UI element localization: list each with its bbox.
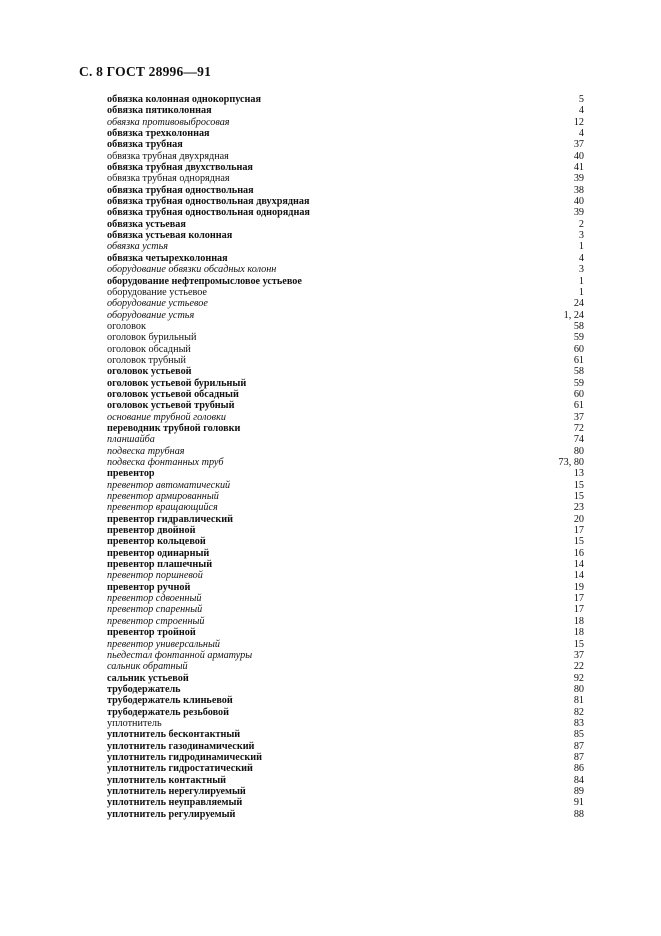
- index-term: уплотнитель неуправляемый: [107, 797, 243, 809]
- index-entry: [107, 763, 584, 774]
- index-term: превентор двойной: [107, 525, 196, 537]
- index-entry: [107, 582, 584, 593]
- index-entry: [107, 491, 584, 502]
- index-entry: [107, 230, 584, 241]
- index-page-number: 88: [573, 808, 584, 820]
- index-term: обвязка трубная одноствольная: [107, 184, 254, 196]
- index-entry: [107, 117, 584, 128]
- index-page-number: 1, 24: [563, 309, 584, 321]
- index-term: превентор строенный: [107, 615, 205, 627]
- index-page-number: 74: [573, 434, 584, 446]
- index-page-number: 87: [573, 751, 584, 763]
- index-page-number: 17: [573, 525, 584, 537]
- index-term: обвязка пятиколонная: [107, 105, 212, 117]
- index-entry: [107, 185, 584, 196]
- index-page-number: 5: [578, 94, 584, 105]
- index-term: оголовок трубный: [107, 354, 186, 366]
- index-entry: [107, 378, 584, 389]
- term-index-list: [107, 94, 584, 820]
- index-term: превентор тройной: [107, 627, 196, 639]
- index-term: превентор кольцевой: [107, 536, 206, 548]
- index-term: обвязка трубная двухрядная: [107, 150, 229, 162]
- index-page-number: 85: [573, 729, 584, 741]
- index-page-number: 81: [573, 695, 584, 707]
- index-entry: [107, 310, 584, 321]
- index-term: оборудование устьевое: [107, 298, 208, 310]
- index-term: превентор сдвоенный: [107, 593, 202, 605]
- index-term: сальник обратный: [107, 661, 188, 673]
- index-page-number: 1: [578, 275, 584, 287]
- index-entry: [107, 196, 584, 207]
- index-page-number: 15: [573, 536, 584, 548]
- index-entry: [107, 173, 584, 184]
- index-page-number: 73, 80: [558, 457, 584, 468]
- index-entry: [107, 502, 584, 513]
- index-term: планшайба: [107, 434, 155, 446]
- index-entry: [107, 707, 584, 718]
- index-page-number: 15: [573, 491, 584, 503]
- index-page-number: 84: [573, 774, 584, 786]
- index-entry: [107, 253, 584, 264]
- index-term: обвязка трубная одноствольная двухрядная: [107, 196, 310, 208]
- index-entry: [107, 276, 584, 287]
- index-term: трубодержатель резьбовой: [107, 706, 229, 718]
- index-page-number: 40: [573, 196, 584, 208]
- index-entry: [107, 627, 584, 638]
- index-entry: [107, 809, 584, 820]
- index-term: уплотнитель гидродинамический: [107, 751, 262, 763]
- index-page-number: 23: [573, 502, 584, 514]
- index-entry: [107, 366, 584, 377]
- index-entry: [107, 775, 584, 786]
- index-entry: [107, 139, 584, 150]
- index-term: подвеска фонтанных труб: [107, 457, 224, 468]
- index-entry: [107, 344, 584, 355]
- index-page-number: 18: [573, 627, 584, 639]
- index-page-number: 60: [573, 343, 584, 355]
- index-page-number: 59: [573, 377, 584, 389]
- index-page-number: 72: [573, 422, 584, 434]
- index-term: уплотнитель: [107, 717, 162, 729]
- index-term: уплотнитель нерегулируемый: [107, 785, 246, 797]
- index-page-number: 37: [573, 411, 584, 423]
- index-page-number: 4: [578, 128, 584, 140]
- index-page-number: 14: [573, 570, 584, 582]
- index-entry: [107, 162, 584, 173]
- index-entry: [107, 298, 584, 309]
- index-entry: [107, 650, 584, 661]
- index-page-number: 3: [578, 264, 584, 276]
- index-term: оголовок обсадный: [107, 343, 191, 355]
- index-entry: [107, 287, 584, 298]
- index-term: оголовок устьевой обсадный: [107, 388, 239, 400]
- index-page-number: 19: [573, 581, 584, 593]
- index-term: обвязка трехколонная: [107, 128, 210, 140]
- index-term: обвязка трубная однорядная: [107, 173, 230, 185]
- index-term: обвязка трубная одноствольная однорядная: [107, 207, 310, 219]
- index-term: превентор вращающийся: [107, 502, 218, 514]
- index-term: обвязка трубная двухствольная: [107, 162, 253, 174]
- index-term: пьедестал фонтанной арматуры: [107, 649, 253, 661]
- index-entry: [107, 355, 584, 366]
- index-entry: [107, 105, 584, 116]
- index-entry: [107, 434, 584, 445]
- index-term: обвязка четырехколонная: [107, 252, 228, 264]
- index-term: превентор одинарный: [107, 547, 210, 559]
- index-page-number: 4: [578, 105, 584, 117]
- index-page-number: 17: [573, 604, 584, 616]
- index-entry: [107, 548, 584, 559]
- index-entry: [107, 570, 584, 581]
- index-page-number: 24: [573, 298, 584, 310]
- index-page-number: 17: [573, 593, 584, 605]
- index-entry: [107, 525, 584, 536]
- index-entry: [107, 536, 584, 547]
- index-page-number: 1: [578, 241, 584, 253]
- index-entry: [107, 457, 584, 468]
- index-term: превентор ручной: [107, 581, 191, 593]
- index-page-number: 18: [573, 615, 584, 627]
- index-entry: [107, 151, 584, 162]
- index-term: сальник устьевой: [107, 672, 189, 684]
- index-page-number: 12: [573, 116, 584, 128]
- index-page-number: 91: [573, 797, 584, 809]
- index-term: оголовок устьевой трубный: [107, 400, 235, 412]
- index-term: оголовок: [107, 320, 146, 332]
- index-entry: [107, 128, 584, 139]
- index-page-number: 3: [578, 230, 584, 242]
- index-entry: [107, 412, 584, 423]
- index-term: обвязка колонная однокорпусная: [107, 94, 261, 105]
- index-page-number: 58: [573, 366, 584, 378]
- index-term: уплотнитель гидростатический: [107, 763, 253, 775]
- index-entry: [107, 207, 584, 218]
- index-term: оголовок устьевой: [107, 366, 192, 378]
- index-entry: [107, 332, 584, 343]
- index-entry: [107, 480, 584, 491]
- index-entry: [107, 400, 584, 411]
- index-term: оборудование нефтепромысловое устьевое: [107, 275, 302, 287]
- index-entry: [107, 468, 584, 479]
- index-page-number: 92: [573, 672, 584, 684]
- index-page-number: 58: [573, 320, 584, 332]
- index-entry: [107, 752, 584, 763]
- index-page-number: 40: [573, 150, 584, 162]
- index-term: оголовок бурильный: [107, 332, 197, 344]
- index-term: превентор поршневой: [107, 570, 203, 582]
- index-entry: [107, 639, 584, 650]
- index-entry: [107, 559, 584, 570]
- index-page-number: 61: [573, 354, 584, 366]
- index-page-number: 1: [578, 286, 584, 298]
- index-page-number: 22: [573, 661, 584, 673]
- index-entry: [107, 786, 584, 797]
- index-term: обвязка устьевая: [107, 218, 186, 230]
- page-header: С. 8 ГОСТ 28996—91: [79, 64, 212, 79]
- index-term: уплотнитель бесконтактный: [107, 729, 241, 741]
- index-entry: [107, 661, 584, 672]
- index-page-number: 61: [573, 400, 584, 412]
- index-page-number: 80: [573, 683, 584, 695]
- index-term: трубодержатель: [107, 683, 181, 695]
- index-entry: [107, 446, 584, 457]
- index-term: уплотнитель контактный: [107, 774, 227, 786]
- index-term: трубодержатель клиньевой: [107, 695, 233, 707]
- index-term: превентор универсальный: [107, 638, 220, 650]
- index-entry: [107, 94, 584, 105]
- index-term: превентор плашечный: [107, 559, 213, 571]
- index-entry: [107, 741, 584, 752]
- index-page-number: 39: [573, 173, 584, 185]
- index-term: оборудование устьевое: [107, 286, 207, 298]
- index-page-number: 41: [573, 162, 584, 174]
- index-entry: [107, 797, 584, 808]
- index-entry: [107, 241, 584, 252]
- index-page-number: 89: [573, 785, 584, 797]
- index-entry: [107, 684, 584, 695]
- index-entry: [107, 389, 584, 400]
- index-term: превентор автоматический: [107, 479, 231, 491]
- index-entry: [107, 593, 584, 604]
- index-term: оголовок устьевой бурильный: [107, 377, 247, 389]
- index-page-number: 16: [573, 547, 584, 559]
- index-term: обвязка устья: [107, 241, 169, 253]
- index-term: превентор спаренный: [107, 604, 203, 616]
- index-term: превентор: [107, 468, 155, 480]
- index-entry: [107, 718, 584, 729]
- index-page-number: 60: [573, 388, 584, 400]
- index-page-number: 83: [573, 717, 584, 729]
- index-entry: [107, 321, 584, 332]
- index-page-number: 2: [578, 218, 584, 230]
- index-term: основание трубной головки: [107, 411, 226, 423]
- index-page-number: 80: [573, 445, 584, 457]
- index-page-number: 14: [573, 559, 584, 571]
- index-term: оборудование обвязки обсадных колонн: [107, 264, 277, 276]
- index-page-number: 15: [573, 479, 584, 491]
- index-term: оборудование устья: [107, 309, 195, 321]
- index-term: переводник трубной головки: [107, 422, 241, 434]
- index-entry: [107, 514, 584, 525]
- index-page-number: 82: [573, 706, 584, 718]
- index-entry: [107, 729, 584, 740]
- index-entry: [107, 616, 584, 627]
- index-page-number: 39: [573, 207, 584, 219]
- index-page-number: 15: [573, 638, 584, 650]
- index-term: обвязка трубная: [107, 139, 183, 151]
- index-page-number: 86: [573, 763, 584, 775]
- index-entry: [107, 219, 584, 230]
- index-term: уплотнитель газодинамический: [107, 740, 255, 752]
- index-page-number: 13: [573, 468, 584, 480]
- index-term: превентор гидравлический: [107, 513, 234, 525]
- index-term: обвязка устьевая колонная: [107, 230, 233, 242]
- index-page-number: 87: [573, 740, 584, 752]
- index-page-number: 37: [573, 139, 584, 151]
- index-page-number: 4: [578, 252, 584, 264]
- index-term: подвеска трубная: [107, 445, 185, 457]
- index-page-number: 37: [573, 649, 584, 661]
- index-entry: [107, 604, 584, 615]
- index-entry: [107, 423, 584, 434]
- index-page-number: 38: [573, 184, 584, 196]
- index-term: превентор армированный: [107, 491, 219, 503]
- index-page-number: 20: [573, 513, 584, 525]
- index-entry: [107, 673, 584, 684]
- index-term: обвязка противовыбросовая: [107, 116, 230, 128]
- index-page-number: 59: [573, 332, 584, 344]
- index-term: уплотнитель регулируемый: [107, 808, 236, 820]
- index-entry: [107, 264, 584, 275]
- index-entry: [107, 695, 584, 706]
